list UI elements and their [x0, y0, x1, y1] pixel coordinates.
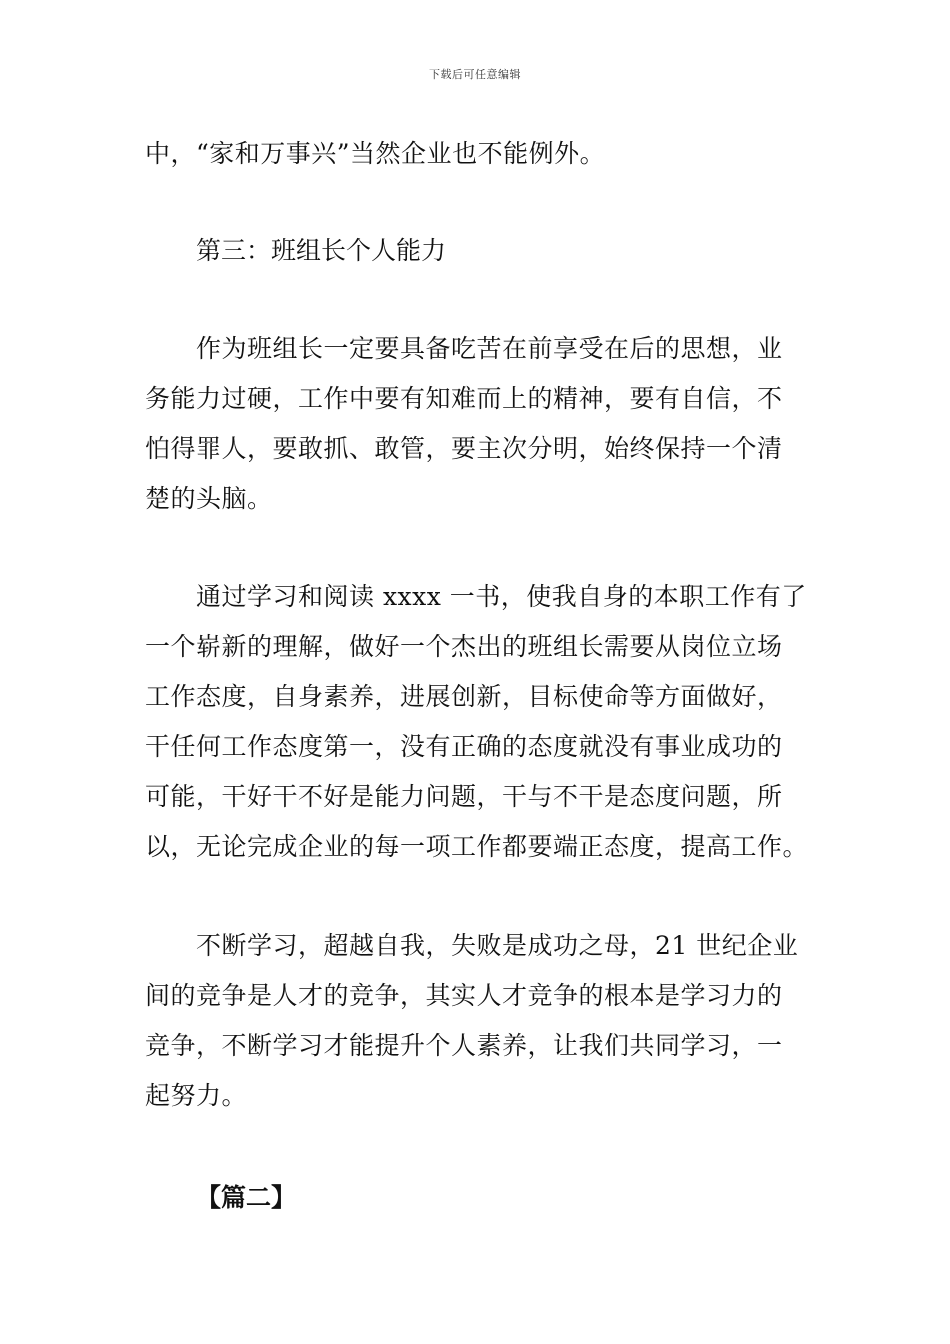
paragraph — [145, 921, 810, 1121]
paragraph-line: 竞争，不断学习才能提升个人素养，让我们共同学习，一 — [145, 1031, 783, 1060]
paragraph-line: 中，“家和万事兴”当然企业也不能例外。 — [145, 139, 606, 168]
section-heading: 【篇二】 — [196, 1183, 297, 1212]
paragraph — [145, 324, 810, 524]
paragraph-line: 作为班组长一定要具备吃苦在前享受在后的思想，业 — [196, 334, 783, 363]
paragraph-line: 工作态度，自身素养，进展创新，目标使命等方面做好， — [145, 682, 783, 711]
section-heading: 第三：班组长个人能力 — [196, 236, 447, 265]
paragraph-line: 楚的头脑。 — [145, 484, 273, 513]
paragraph — [145, 572, 810, 872]
paragraph-line: 起努力。 — [145, 1081, 248, 1110]
paragraph-line: 以，无论完成企业的每一项工作都要端正态度，提高工作。 — [145, 832, 809, 861]
paragraph-line: 不断学习，超越自我，失败是成功之母，21 世纪企业 — [196, 931, 799, 960]
paragraph-line: 间的竞争是人才的竞争，其实人才竞争的根本是学习力的 — [145, 981, 783, 1010]
paragraph-line: 怕得罪人，要敢抓、敢管，要主次分明，始终保持一个清 — [145, 434, 783, 463]
paragraph-line: 干任何工作态度第一，没有正确的态度就没有事业成功的 — [145, 732, 783, 761]
paragraph-line: 可能，干好干不好是能力问题，干与不干是态度问题，所 — [145, 782, 783, 811]
header-note: 下载后可任意编辑 — [429, 68, 521, 81]
paragraph-line: 一个崭新的理解，做好一个杰出的班组长需要从岗位立场 — [145, 632, 783, 661]
page-content — [145, 129, 810, 1223]
paragraph-line: 务能力过硬，工作中要有知难而上的精神，要有自信，不 — [145, 384, 783, 413]
paragraph-line: 通过学习和阅读 xxxx 一书，使我自身的本职工作有了 — [196, 582, 807, 611]
